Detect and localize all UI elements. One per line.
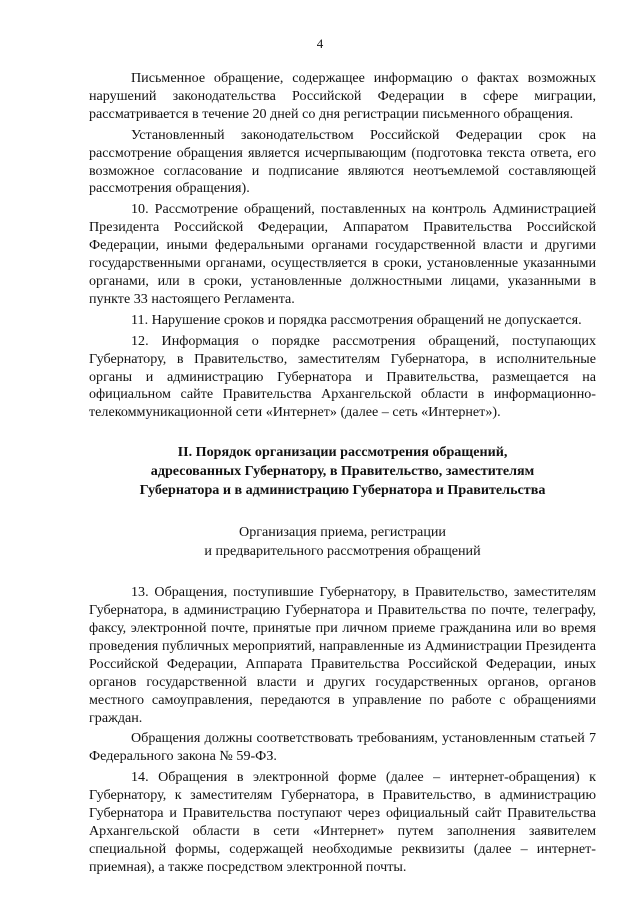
- subsection-heading-line-1: Организация приема, регистрации: [239, 524, 446, 541]
- paragraph-item-13: 13. Обращения, поступившие Губернатору, в Правительство, заместителям Губернатора, в администрацию Губернатора и Правительства по почте, телеграфу, факсу, электронной почте, принятые при личном приеме гражданина или во время проведения публичных мероприятий, направленные из Администрации Президента Российской Федерации, Аппарата Правительства Российской Федерации, иных органов государственной власти и других государственных органов, органов местного самоуправления, передаются в управление по работе с обращениями граждан.: [89, 584, 596, 726]
- section-heading: [89, 443, 596, 500]
- section-heading-line-3: Губернатора и в администрацию Губернатора и Правительства: [139, 482, 546, 499]
- page-number: 4: [316, 36, 324, 51]
- subsection-heading: [89, 523, 596, 561]
- subsection-heading-line-2: и предварительного рассмотрения обращений: [204, 543, 481, 560]
- section-heading-line-1: II. Порядок организации рассмотрения обращений,: [177, 444, 508, 461]
- paragraph-item-14: 14. Обращения в электронной форме (далее – интернет-обращения) к Губернатору, к заместителям Губернатора, в Правительство, в администрацию Губернатора и Правительства поступают через официальный сайт Правительства Архангельской области в сети «Интернет» путем заполнения заявителем специальной формы, содержащей необходимые реквизиты (далее – интернет-приемная), а также посредством электронной почты.: [89, 769, 596, 875]
- paragraph-item-10: 10. Рассмотрение обращений, поставленных на контроль Администрацией Президента Российской Федерации, Аппаратом Правительства Российской Федерации, иными федеральными органами государственной власти и другими государственными органами, осуществляется в сроки, установленные указанными органами, или в сроки, установленные должностными лицами, указанными в пункте 33 настоящего Регламента.: [89, 201, 596, 307]
- section-heading-line-2: адресованных Губернатору, в Правительство, заместителям: [150, 463, 535, 480]
- document-body: [89, 70, 596, 877]
- paragraph-term-exhaustive: Установленный законодательством Российской Федерации срок на рассмотрение обращения является исчерпывающим (подготовка текста ответа, его возможное согласование и подписание являются неотъемлемой составляющей рассмотрения обращения).: [89, 126, 596, 197]
- paragraph-written-appeal-migration: Письменное обращение, содержащее информацию о фактах возможных нарушений законодательства Российской Федерации в сфере миграции, рассматривается в течение 20 дней со дня регистрации письменного обращения.: [89, 70, 596, 122]
- paragraph-item-12: 12. Информация о порядке рассмотрения обращений, поступающих Губернатору, в Правительство, заместителям Губернатора, в исполнительные органы и администрацию Губернатора и Правительства, размещается на официальном сайте Правительства Архангельской области в информационно-телекоммуникационной сети «Интернет» (далее – сеть «Интернет»).: [89, 332, 596, 421]
- paragraph-requirements: Обращения должны соответствовать требованиям, установленным статьей 7 Федерального закона № 59-ФЗ.: [89, 730, 596, 765]
- paragraph-item-11: 11. Нарушение сроков и порядка рассмотрения обращений не допускается.: [131, 311, 582, 328]
